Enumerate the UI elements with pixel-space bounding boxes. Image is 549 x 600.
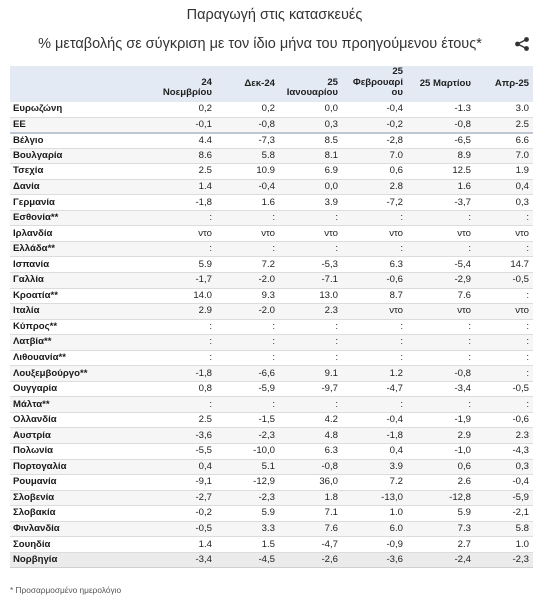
table-row	[10, 366, 533, 382]
table-cell: -5,9	[216, 381, 279, 397]
table-cell: 7.6	[279, 521, 342, 537]
table-cell: 8.5	[279, 133, 342, 149]
table-cell: 3.9	[279, 195, 342, 211]
table-row	[10, 179, 533, 195]
table-cell: -12,8	[407, 490, 475, 506]
table-cell: 7.0	[342, 148, 407, 164]
table-cell: ντο	[153, 226, 216, 242]
table-cell: 1.5	[216, 537, 279, 553]
table-cell: :	[279, 350, 342, 366]
table-cell: -0,5	[475, 381, 533, 397]
column-header: 25 Μαρτίου	[407, 66, 475, 102]
column-header: 25 Ιανουαρίου	[279, 66, 342, 102]
row-label: Αυστρία	[10, 428, 153, 444]
footnote: * Προσαρμοσμένο ημερολόγιο	[10, 585, 122, 595]
table-cell: :	[475, 210, 533, 226]
table-cell: 1.0	[342, 506, 407, 522]
table-cell: -1,8	[153, 195, 216, 211]
table-cell: -1,9	[407, 412, 475, 428]
table-row	[10, 412, 533, 428]
table-cell: -1.3	[407, 102, 475, 118]
table-row	[10, 350, 533, 366]
table-cell: 7.0	[475, 148, 533, 164]
table-cell: :	[342, 350, 407, 366]
table-cell: -5,5	[153, 444, 216, 460]
table-row	[10, 490, 533, 506]
table-cell: -5,9	[475, 490, 533, 506]
table-cell: :	[216, 350, 279, 366]
table-row	[10, 552, 533, 568]
table-cell: -0,8	[407, 117, 475, 133]
row-label: Φινλανδία	[10, 521, 153, 537]
table-cell: 6.3	[279, 444, 342, 460]
table-cell: -0,4	[216, 179, 279, 195]
table-cell: :	[407, 241, 475, 257]
share-icon[interactable]	[514, 36, 530, 52]
table-cell: :	[342, 319, 407, 335]
row-label: Ευρωζώνη	[10, 102, 153, 118]
table-cell: :	[153, 350, 216, 366]
table-cell: ντο	[216, 226, 279, 242]
table-row	[10, 506, 533, 522]
table-cell: ντο	[279, 226, 342, 242]
table-cell: 2.3	[475, 428, 533, 444]
data-table	[10, 66, 533, 568]
table-cell: 7.2	[216, 257, 279, 273]
table-cell: :	[216, 210, 279, 226]
table-cell: -2,3	[475, 552, 533, 568]
table-cell: ντο	[407, 304, 475, 320]
table-cell: 0,3	[279, 117, 342, 133]
table-cell: 3.0	[475, 102, 533, 118]
table-cell: :	[407, 335, 475, 351]
table-row	[10, 273, 533, 289]
table-row	[10, 226, 533, 242]
row-label: Ουγγαρία	[10, 381, 153, 397]
table-row	[10, 210, 533, 226]
table-cell: -4,7	[342, 381, 407, 397]
table-cell: -5,4	[407, 257, 475, 273]
row-label: Σουηδία	[10, 537, 153, 553]
table-cell: -4,7	[279, 537, 342, 553]
table-cell: -1,8	[153, 366, 216, 382]
table-cell: 5.9	[407, 506, 475, 522]
table-cell: 2.5	[475, 117, 533, 133]
table-cell: -0,2	[342, 117, 407, 133]
table-header-row	[10, 66, 533, 102]
table-row	[10, 241, 533, 257]
table-cell: :	[279, 319, 342, 335]
row-label: Πορτογαλία	[10, 459, 153, 475]
table-cell: ντο	[475, 304, 533, 320]
table-cell: 2.6	[407, 475, 475, 491]
header-corner	[10, 66, 153, 102]
table-cell: 2.9	[407, 428, 475, 444]
table-cell: :	[475, 335, 533, 351]
table-cell: 1.4	[153, 537, 216, 553]
row-label: Λουξεμβούργο**	[10, 366, 153, 382]
table-cell: :	[279, 210, 342, 226]
row-label: Σλοβακία	[10, 506, 153, 522]
table-cell: 0,0	[279, 102, 342, 118]
table-cell: 0,2	[153, 102, 216, 118]
table-row	[10, 335, 533, 351]
table-cell: 12.5	[407, 164, 475, 180]
table-cell: :	[407, 350, 475, 366]
table-cell: -12,9	[216, 475, 279, 491]
table-cell: 4.8	[279, 428, 342, 444]
table-cell: -3,6	[342, 552, 407, 568]
table-cell: -4,3	[475, 444, 533, 460]
table-cell: 3.9	[342, 459, 407, 475]
table-cell: 14.0	[153, 288, 216, 304]
table-cell: ντο	[475, 226, 533, 242]
table-cell: -0,8	[216, 117, 279, 133]
table-cell: :	[475, 366, 533, 382]
column-header: 24 Νοεμβρίου	[153, 66, 216, 102]
row-label: ΕΕ	[10, 117, 153, 133]
table-row	[10, 381, 533, 397]
table-cell: 0,3	[475, 195, 533, 211]
table-cell: -1,0	[407, 444, 475, 460]
table-cell: :	[216, 241, 279, 257]
table-cell: -9,1	[153, 475, 216, 491]
table-cell: -2,1	[475, 506, 533, 522]
table-cell: :	[216, 397, 279, 413]
table-cell: :	[407, 210, 475, 226]
table-cell: -0,1	[153, 117, 216, 133]
table-cell: -4,5	[216, 552, 279, 568]
table-cell: -2,6	[279, 552, 342, 568]
table-cell: 8.9	[407, 148, 475, 164]
table-cell: 36,0	[279, 475, 342, 491]
table-cell: 3.3	[216, 521, 279, 537]
table-cell: -0,6	[342, 273, 407, 289]
row-label: Δανία	[10, 179, 153, 195]
table-row	[10, 521, 533, 537]
row-label: Λατβία**	[10, 335, 153, 351]
table-cell: 4.2	[279, 412, 342, 428]
table-cell: -13,0	[342, 490, 407, 506]
table-cell: 1.2	[342, 366, 407, 382]
table-row	[10, 444, 533, 460]
table-cell: -0,4	[475, 475, 533, 491]
table-row	[10, 133, 533, 149]
row-label: Σλοβενία	[10, 490, 153, 506]
table-row	[10, 319, 533, 335]
table-cell: ντο	[407, 226, 475, 242]
table-cell: 7.6	[407, 288, 475, 304]
row-label: Γαλλία	[10, 273, 153, 289]
row-label: Ιρλανδία	[10, 226, 153, 242]
row-label: Βέλγιο	[10, 133, 153, 149]
table-cell: 0,0	[279, 179, 342, 195]
table-cell: -0,6	[475, 412, 533, 428]
table-cell: 6.6	[475, 133, 533, 149]
row-label: Πολωνία	[10, 444, 153, 460]
table-row	[10, 397, 533, 413]
table-cell: :	[153, 335, 216, 351]
table-cell: :	[279, 241, 342, 257]
table-cell: -1,7	[153, 273, 216, 289]
table-cell: :	[153, 319, 216, 335]
row-label: Ισπανία	[10, 257, 153, 273]
column-header: 25 Φεβρουαρί ου	[342, 66, 407, 102]
table-cell: -10,0	[216, 444, 279, 460]
table-cell: -5,3	[279, 257, 342, 273]
table-cell: :	[279, 397, 342, 413]
table-cell: 6.3	[342, 257, 407, 273]
row-label: Εσθονία**	[10, 210, 153, 226]
row-label: Μάλτα**	[10, 397, 153, 413]
table-cell: ντο	[342, 304, 407, 320]
table-cell: -2.0	[216, 304, 279, 320]
table-cell: -3,4	[407, 381, 475, 397]
table-cell: -2,7	[153, 490, 216, 506]
table-row	[10, 257, 533, 273]
table-cell: 9.1	[279, 366, 342, 382]
table-cell: 5.9	[216, 506, 279, 522]
table-cell: -3,6	[153, 428, 216, 444]
table-cell: 7.2	[342, 475, 407, 491]
table-cell: :	[407, 397, 475, 413]
table-cell: :	[216, 335, 279, 351]
table-cell: :	[342, 210, 407, 226]
table-cell: 5.8	[216, 148, 279, 164]
table-cell: :	[216, 319, 279, 335]
table-cell: 0,4	[153, 459, 216, 475]
table-cell: 1.6	[407, 179, 475, 195]
table-cell: -3,4	[153, 552, 216, 568]
table-cell: :	[342, 241, 407, 257]
row-label: Γερμανία	[10, 195, 153, 211]
table-cell: 0,3	[475, 459, 533, 475]
table-cell: 10.9	[216, 164, 279, 180]
table-cell: 0,2	[216, 102, 279, 118]
table-cell: 8.1	[279, 148, 342, 164]
table-cell: 7.1	[279, 506, 342, 522]
table-row	[10, 117, 533, 133]
table-cell: -2,4	[407, 552, 475, 568]
table-cell: :	[153, 241, 216, 257]
table-cell: 1.8	[279, 490, 342, 506]
table-cell: :	[342, 397, 407, 413]
table-cell: 2.9	[153, 304, 216, 320]
table-cell: -1,8	[342, 428, 407, 444]
column-header: Απρ-25	[475, 66, 533, 102]
table-cell: :	[475, 350, 533, 366]
table-cell: 8.6	[153, 148, 216, 164]
table-cell: -0,2	[153, 506, 216, 522]
table-cell: :	[153, 210, 216, 226]
row-label: Βουλγαρία	[10, 148, 153, 164]
table-cell: -0,4	[342, 102, 407, 118]
row-label: Κροατία**	[10, 288, 153, 304]
table-row	[10, 195, 533, 211]
table-cell: 5.8	[475, 521, 533, 537]
table-cell: -6,5	[407, 133, 475, 149]
table-cell: -9,7	[279, 381, 342, 397]
table-row	[10, 102, 533, 118]
table-row	[10, 164, 533, 180]
table-cell: 4.4	[153, 133, 216, 149]
table-cell: -6,6	[216, 366, 279, 382]
table-cell: 8.7	[342, 288, 407, 304]
table-cell: 1.6	[216, 195, 279, 211]
table-cell: 0,6	[407, 459, 475, 475]
row-label: Τσεχία	[10, 164, 153, 180]
row-label: Ελλάδα**	[10, 241, 153, 257]
page-title: Παραγωγή στις κατασκευές	[186, 7, 363, 23]
table-cell: :	[153, 397, 216, 413]
table-cell: -0,8	[407, 366, 475, 382]
table-cell: 1.0	[475, 537, 533, 553]
table-cell: -7,3	[216, 133, 279, 149]
table-cell: -2.0	[216, 273, 279, 289]
table-cell: 6.0	[342, 521, 407, 537]
table-cell: :	[475, 397, 533, 413]
table-row	[10, 459, 533, 475]
table-cell: :	[342, 335, 407, 351]
table-cell: 7.3	[407, 521, 475, 537]
table-cell: -1,5	[216, 412, 279, 428]
table-row	[10, 304, 533, 320]
row-label: Ιταλία	[10, 304, 153, 320]
row-label: Νορβηγία	[10, 552, 153, 568]
table-cell: ντο	[342, 226, 407, 242]
table-cell: -0,9	[342, 537, 407, 553]
table-cell: -2,3	[216, 428, 279, 444]
table-cell: 0,4	[342, 444, 407, 460]
table-cell: -7.1	[279, 273, 342, 289]
table-cell: 5.1	[216, 459, 279, 475]
table-cell: 1.9	[475, 164, 533, 180]
table-cell: -7,2	[342, 195, 407, 211]
table-cell: 0,6	[342, 164, 407, 180]
table-cell: 2.5	[153, 164, 216, 180]
table-cell: :	[407, 319, 475, 335]
row-label: Ολλανδία	[10, 412, 153, 428]
table-cell: 6.9	[279, 164, 342, 180]
table-cell: -0,5	[475, 273, 533, 289]
column-header: Δεκ-24	[216, 66, 279, 102]
table-cell: 5.9	[153, 257, 216, 273]
table-cell: -0,8	[279, 459, 342, 475]
table-cell: 0,4	[475, 179, 533, 195]
table-cell: 2.5	[153, 412, 216, 428]
table-cell: :	[475, 241, 533, 257]
table-cell: 0,8	[153, 381, 216, 397]
table-cell: 1.4	[153, 179, 216, 195]
table-row	[10, 475, 533, 491]
row-label: Ρουμανία	[10, 475, 153, 491]
table-cell: 14.7	[475, 257, 533, 273]
row-label: Λιθουανία**	[10, 350, 153, 366]
table-row	[10, 288, 533, 304]
table-cell: -2,9	[407, 273, 475, 289]
table-cell: :	[475, 288, 533, 304]
table-cell: -0,4	[342, 412, 407, 428]
table-cell: -3,7	[407, 195, 475, 211]
page-subtitle: % μεταβολής σε σύγκριση με τον ίδιο μήνα του προηγούμενου έτους*	[38, 36, 482, 52]
table-row	[10, 428, 533, 444]
table-cell: -2,8	[342, 133, 407, 149]
table-cell: 9.3	[216, 288, 279, 304]
table-cell: -0,5	[153, 521, 216, 537]
table-cell: :	[279, 335, 342, 351]
table-row	[10, 148, 533, 164]
table-row	[10, 537, 533, 553]
table-cell: 2.7	[407, 537, 475, 553]
table-cell: -2,3	[216, 490, 279, 506]
table-cell: 2.8	[342, 179, 407, 195]
table-cell: :	[475, 319, 533, 335]
row-label: Κύπρος**	[10, 319, 153, 335]
table-cell: 13.0	[279, 288, 342, 304]
table-cell: 2.3	[279, 304, 342, 320]
